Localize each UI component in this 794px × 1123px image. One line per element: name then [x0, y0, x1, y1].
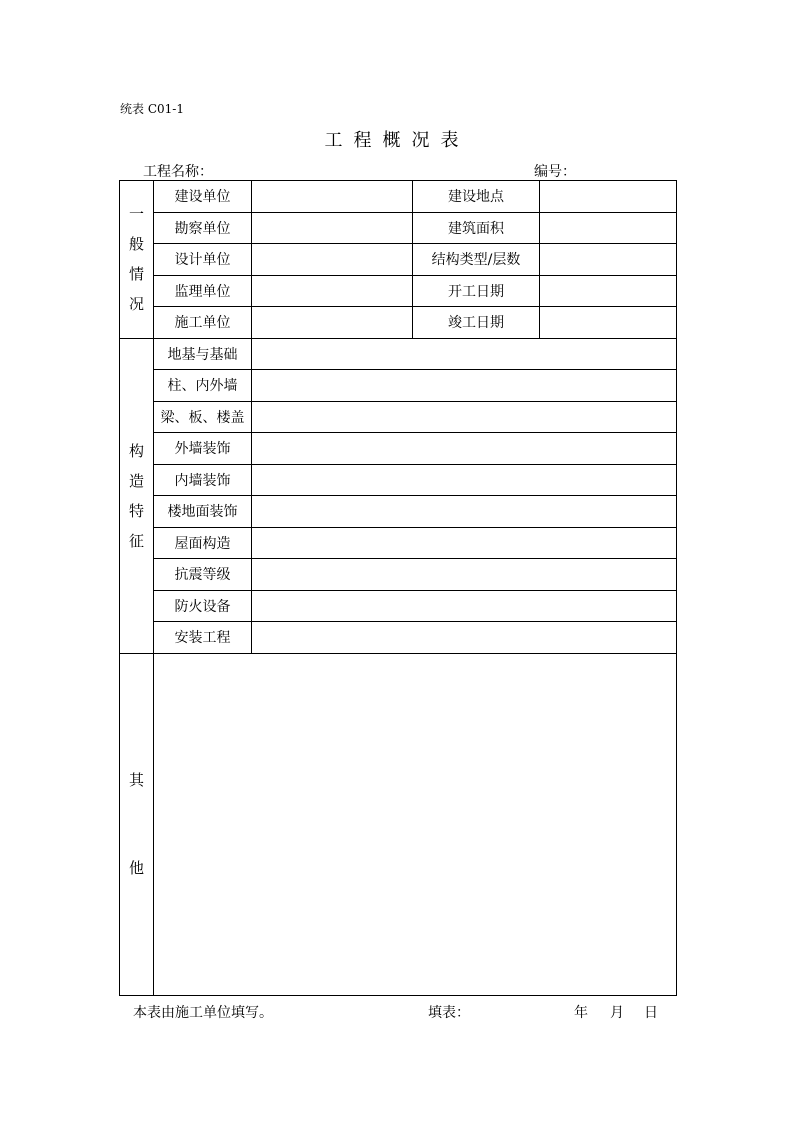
serial-number-label: 编号： — [534, 164, 576, 180]
structure-row — [120, 433, 677, 465]
structure-value[interactable] — [252, 401, 677, 433]
structure-label: 屋面构造 — [154, 527, 252, 559]
structure-value[interactable] — [252, 338, 677, 370]
general-right-label: 结构类型/层数 — [413, 244, 540, 276]
date-month-label: 月 — [610, 1005, 624, 1021]
other-section-cell — [120, 653, 154, 995]
general-row — [120, 244, 677, 276]
general-left-label: 勘察单位 — [154, 212, 252, 244]
general-row — [120, 212, 677, 244]
structure-row — [120, 559, 677, 591]
other-value[interactable] — [154, 653, 677, 995]
date-day-label: 日 — [644, 1005, 658, 1021]
structure-value[interactable] — [252, 527, 677, 559]
general-left-value[interactable] — [252, 307, 413, 339]
other-row — [120, 653, 677, 995]
filler-label: 填表： — [428, 1005, 470, 1021]
other-section-label: 其他 — [128, 771, 144, 877]
structure-row — [120, 464, 677, 496]
general-right-value[interactable] — [540, 307, 677, 339]
structure-row — [120, 338, 677, 370]
structure-value[interactable] — [252, 433, 677, 465]
structure-label: 安装工程 — [154, 622, 252, 654]
structure-value[interactable] — [252, 622, 677, 654]
project-name-label: 工程名称： — [143, 164, 213, 180]
general-left-value[interactable] — [252, 212, 413, 244]
form-title: 工程概况表 — [324, 130, 470, 151]
general-left-label: 设计单位 — [154, 244, 252, 276]
structure-value[interactable] — [252, 464, 677, 496]
structure-label: 外墙装饰 — [154, 433, 252, 465]
structure-label: 防火设备 — [154, 590, 252, 622]
general-right-value[interactable] — [540, 244, 677, 276]
structure-row — [120, 496, 677, 528]
structure-row — [120, 527, 677, 559]
structure-value[interactable] — [252, 370, 677, 402]
general-row — [120, 181, 677, 213]
structure-row — [120, 401, 677, 433]
general-left-label: 监理单位 — [154, 275, 252, 307]
general-row — [120, 275, 677, 307]
structure-label: 梁、板、楼盖 — [154, 401, 252, 433]
structure-label: 地基与基础 — [154, 338, 252, 370]
general-right-value[interactable] — [540, 275, 677, 307]
footer-note: 本表由施工单位填写。 — [133, 1005, 273, 1021]
general-right-label: 竣工日期 — [413, 307, 540, 339]
general-left-value[interactable] — [252, 244, 413, 276]
general-right-value[interactable] — [540, 181, 677, 213]
structure-row — [120, 370, 677, 402]
form-code: 统表 C01-1 — [120, 102, 184, 116]
project-overview-table — [119, 180, 677, 996]
structure-label: 抗震等级 — [154, 559, 252, 591]
structure-label: 柱、内外墙 — [154, 370, 252, 402]
general-right-value[interactable] — [540, 212, 677, 244]
structure-value[interactable] — [252, 559, 677, 591]
structure-value[interactable] — [252, 590, 677, 622]
general-left-value[interactable] — [252, 181, 413, 213]
structure-label: 楼地面装饰 — [154, 496, 252, 528]
general-right-label: 开工日期 — [413, 275, 540, 307]
general-section-label: 一般情况 — [128, 205, 144, 314]
general-left-value[interactable] — [252, 275, 413, 307]
general-right-label: 建筑面积 — [413, 212, 540, 244]
structure-section-cell — [120, 338, 154, 653]
general-section-cell — [120, 181, 154, 339]
structure-label: 内墙装饰 — [154, 464, 252, 496]
general-left-label: 施工单位 — [154, 307, 252, 339]
structure-value[interactable] — [252, 496, 677, 528]
general-left-label: 建设单位 — [154, 181, 252, 213]
structure-row — [120, 590, 677, 622]
structure-section-label: 构造特征 — [128, 441, 144, 550]
date-year-label: 年 — [574, 1005, 588, 1021]
general-row — [120, 307, 677, 339]
general-right-label: 建设地点 — [413, 181, 540, 213]
structure-row — [120, 622, 677, 654]
